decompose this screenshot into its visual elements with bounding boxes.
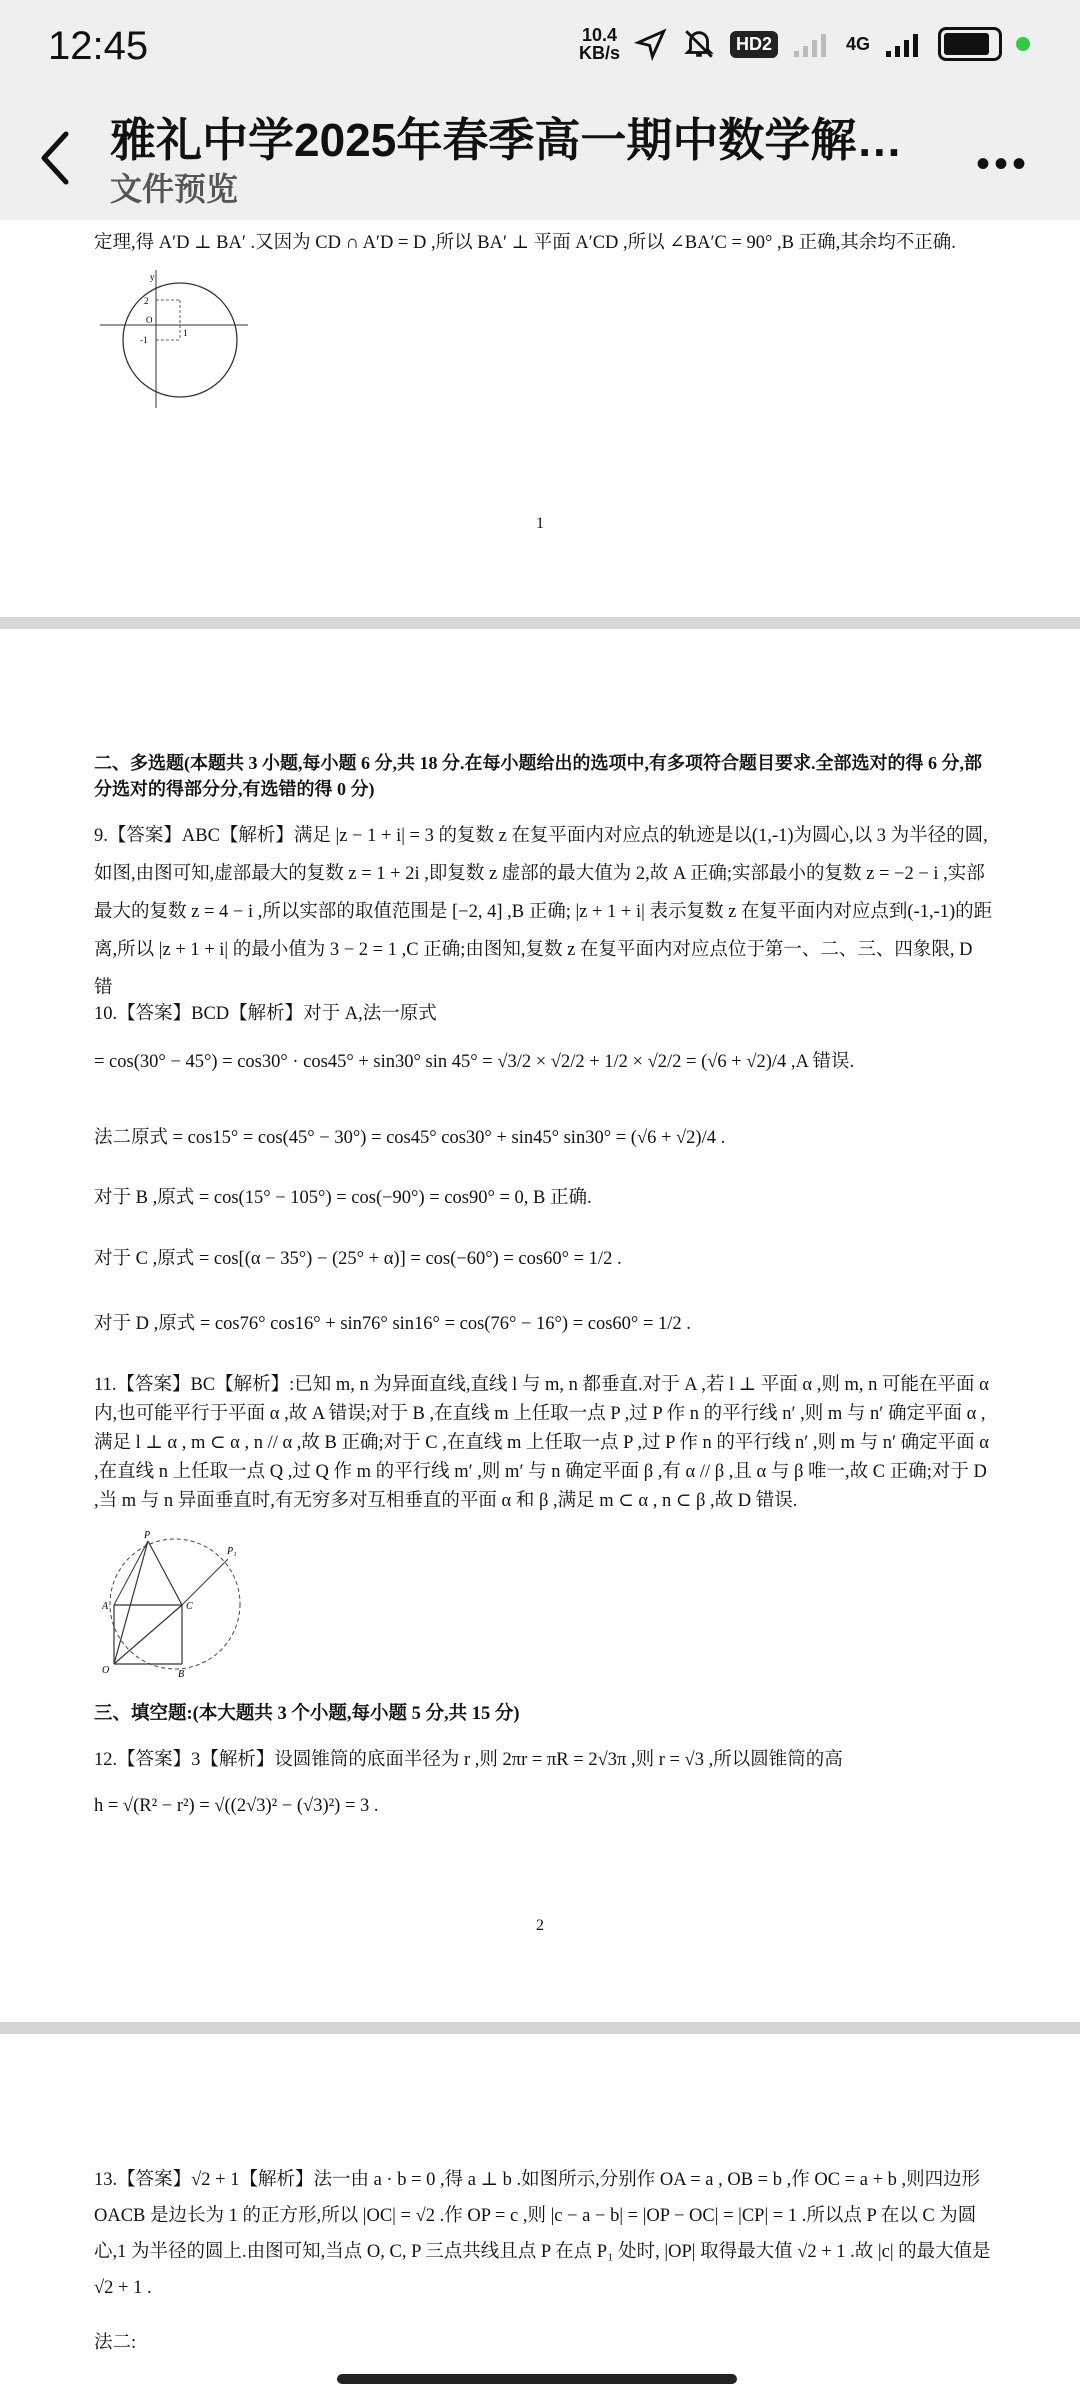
- question-10-option-b: 对于 B ,原式 = cos(15° − 105°) = cos(−90°) = cos90° = 0, B 正确.: [94, 1188, 592, 1208]
- signal-weak-icon: [792, 29, 832, 59]
- circle-coordinate-figure: [100, 270, 250, 410]
- figure-label-2: 2: [144, 296, 149, 306]
- section-2-title: 二、多选题(本题共 3 小题,每小题 6 分,共 18 分.在每小题给出的选项中,有多项符合题目要求.全部选对的得 6 分,部分选对的得部分分,有选错的得 0 分): [94, 753, 982, 799]
- figure-label-O: O: [102, 1665, 110, 1676]
- battery-icon: [938, 27, 1002, 61]
- home-indicator[interactable]: [337, 2374, 737, 2384]
- question-12-line1: 12.【答案】3【解析】设圆锥筒的底面半径为 r ,则 2πr = πR = 2√3π ,则 r = √3 ,所以圆锥筒的高: [94, 1750, 843, 1770]
- figure-label-P1: P₁: [227, 1546, 237, 1557]
- question-10-method2: 法二原式 = cos15° = cos(45° − 30°) = cos45° cos30° + sin45° sin30° = (√6 + √2)/4 .: [94, 1128, 726, 1148]
- figure-label-1: 1: [183, 328, 188, 338]
- bell-muted-icon: [682, 27, 716, 61]
- method-2-label: 法二:: [94, 2333, 137, 2353]
- figure-label-y: y: [150, 272, 155, 282]
- app-header: [0, 96, 1080, 220]
- location-icon: [634, 27, 668, 61]
- question-12-line2: h = √(R² − r²) = √((2√3)² − (√3)²) = 3 .: [94, 1796, 379, 1816]
- hd-badge: HD2: [730, 31, 778, 58]
- figure-label-P: P: [144, 1530, 151, 1541]
- figure-label-origin: O: [146, 315, 153, 325]
- question-11: 11.【答案】BC【解析】:已知 m, n 为异面直线,直线 l 与 m, n 都垂直.对于 A ,若 l ⊥ 平面 α ,则 m, n 可能在平面 α 内,也可能平行于平面 α ,故 A 错误;对于 B ,在直线 m 上任取一点 P ,过 P 作 n 的平行线 n′ ,则 m 与 n′ 确定平面 α ,满足 l ⊥ α , m ⊂ α , n // α ,故 B 正确;对于 C ,在直线 m 上任取一点 P ,过 P 作 n 的平行线 n′ ,则 m 与 n′ 确定平面 α ,在直线 n 上任取一点 Q ,过 Q 作 m 的平行线 m′ ,则 m′ 与 n 确定平面 β ,有 α // β ,且 α 与 β 唯一,故 C 正确;对于 D ,当 m 与 n 异面垂直时,有无穷多对互相垂直的平面 α 和 β ,满足 m ⊂ α , n ⊂ β ,故 D 错误.: [94, 1375, 990, 1511]
- figure-label-minus1: -1: [140, 335, 148, 345]
- status-bar: [0, 0, 1080, 96]
- figure-label-B: B: [178, 1669, 185, 1679]
- figure-label-C: C: [186, 1601, 193, 1612]
- net-speed-unit: KB/s: [578, 43, 620, 63]
- document-page-3: [0, 2034, 1080, 2400]
- document-page-2: [0, 629, 1080, 2022]
- question-10-option-c: 对于 C ,原式 = cos[(α − 35°) − (25° + α)] = cos(−60°) = cos60° = 1/2 .: [94, 1249, 622, 1269]
- figure-label-A: A: [102, 1601, 109, 1612]
- section-3-title: 三、填空题:(本大题共 3 个小题,每小题 5 分,共 15 分): [94, 1704, 520, 1724]
- document-title: 雅礼中学2025年春季高一期中数学解…: [110, 114, 903, 166]
- privacy-indicator-dot: [1016, 37, 1030, 51]
- net-speed: [579, 26, 620, 62]
- document-page-1: [0, 220, 1080, 615]
- page-number: 2: [536, 1917, 544, 1934]
- status-icons: [579, 26, 1030, 62]
- page-number: 1: [536, 515, 544, 532]
- page1-text-line: 定理,得 A′D ⊥ BA′ .又因为 CD ∩ A′D = D ,所以 BA′ ⊥ 平面 A′CD ,所以 ∠BA′C = 90° ,B 正确,其余均不正确.: [94, 233, 956, 253]
- back-arrow-icon[interactable]: [36, 128, 76, 188]
- question-10-option-d: 对于 D ,原式 = cos76° cos16° + sin76° sin16° = cos(76° − 16°) = cos60° = 1/2 .: [94, 1314, 691, 1334]
- question-11-figure: [100, 1529, 250, 1679]
- question-13: 13.【答案】√2 + 1【解析】法一由 a · b = 0 ,得 a ⊥ b .如图所示,分别作 OA = a , OB = b ,作 OC = a + b ,则四边形 OACB 是边长为 1 的正方形,所以 |OC| = √2 .作 OP = c ,则 |c − a − b| = |OP − OC| = |CP| = 1 .所以点 P 在以 C 为圆心,1 为半径的圆上.由图可知,当点 O, C, P 三点共线且点 P 在点 P₁ 处时, |OP| 取得最大值 √2 + 1 .故 |c| 的最大值是 √2 + 1 .: [94, 2170, 991, 2298]
- page-separator: [0, 2022, 1080, 2034]
- net-speed-value: 10.4: [581, 25, 617, 45]
- signal-icon: [884, 29, 924, 59]
- more-options-icon[interactable]: •••: [975, 142, 1030, 186]
- question-9: 9.【答案】ABC【解析】满足 |z − 1 + i| = 3 的复数 z 在复平面内对应点的轨迹是以(1,-1)为圆心,以 3 为半径的圆,如图,由图可知,虚部最大的复数 z = 1 + 2i ,即复数 z 虚部的最大值为 2,故 A 正确;实部最小的复数 z = −2 − i ,实部最大的复数 z = 4 − i ,所以实部的取值范围是 [−2, 4] ,B 正确; |z + 1 + i| 表示复数 z 在复平面内对应点到(-1,-1)的距离,所以 |z + 1 + i| 的最小值为 3 − 2 = 1 ,C 正确;由图知,复数 z 在复平面内对应点位于第一、二、三、四象限, D 错: [94, 826, 993, 998]
- page-separator: [0, 617, 1080, 629]
- question-10-method1: = cos(30° − 45°) = cos30° · cos45° + sin30° sin 45° = √3/2 × √2/2 + 1/2 × √2/2 = (√6 + √2)/4 ,A 错误.: [94, 1052, 855, 1072]
- network-type: 4G: [845, 33, 870, 54]
- status-time: 12:45: [48, 24, 149, 68]
- document-subtitle: 文件预览: [110, 171, 239, 207]
- question-10-head: 10.【答案】BCD【解析】对于 A,法一原式: [94, 1004, 437, 1024]
